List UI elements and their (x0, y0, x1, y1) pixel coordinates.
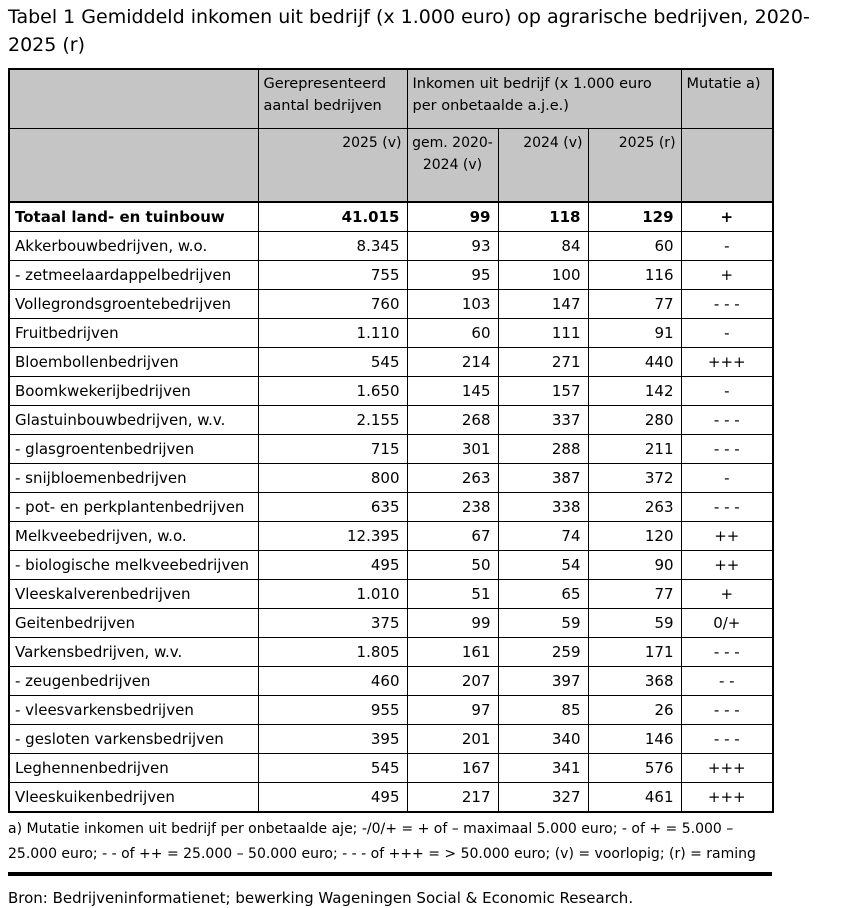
cell-represented-2025v: 1.650 (258, 377, 407, 406)
table-row (9, 319, 773, 348)
cell-mutation: +++ (681, 754, 773, 783)
subheader-2025v: 2025 (v) (258, 129, 407, 203)
cell-income-gem-2020-2024: 201 (407, 725, 498, 754)
cell-income-2024v: 397 (498, 667, 588, 696)
cell-income-gem-2020-2024: 145 (407, 377, 498, 406)
table-row (9, 348, 773, 377)
header-mutation: Mutatie a) (681, 69, 773, 129)
bottom-rule (8, 872, 772, 876)
cell-mutation: ++ (681, 551, 773, 580)
cell-income-2025r: 59 (588, 609, 681, 638)
cell-income-2024v: 54 (498, 551, 588, 580)
page-title: Tabel 1 Gemiddeld inkomen uit bedrijf (x 1.000 euro) op agrarische bedrijven, 2020-2025 (r) (8, 6, 810, 56)
cell-income-2024v: 341 (498, 754, 588, 783)
cell-represented-2025v: 12.395 (258, 522, 407, 551)
header-empty-corner (9, 69, 258, 129)
row-label: - biologische melkveebedrijven (9, 551, 258, 580)
cell-income-2024v: 147 (498, 290, 588, 319)
row-label: Vleeskuikenbedrijven (9, 783, 258, 813)
row-label: - snijbloemenbedrijven (9, 464, 258, 493)
table-row (9, 754, 773, 783)
cell-represented-2025v: 755 (258, 261, 407, 290)
cell-income-2025r: 90 (588, 551, 681, 580)
table-row (9, 232, 773, 261)
cell-income-gem-2020-2024: 217 (407, 783, 498, 813)
row-label: Bloembollenbedrijven (9, 348, 258, 377)
table-row (9, 377, 773, 406)
cell-income-2024v: 271 (498, 348, 588, 377)
cell-mutation: - - (681, 667, 773, 696)
cell-income-2024v: 327 (498, 783, 588, 813)
table-row (9, 638, 773, 667)
row-label: Glastuinbouwbedrijven, w.v. (9, 406, 258, 435)
cell-income-2024v: 84 (498, 232, 588, 261)
cell-income-2024v: 59 (498, 609, 588, 638)
header-group-row (9, 69, 773, 129)
cell-mutation: - (681, 377, 773, 406)
row-label: Totaal land- en tuinbouw (9, 202, 258, 232)
cell-income-2025r: 116 (588, 261, 681, 290)
table-row (9, 783, 773, 813)
cell-represented-2025v: 635 (258, 493, 407, 522)
cell-represented-2025v: 800 (258, 464, 407, 493)
table-row (9, 435, 773, 464)
row-label: Melkveebedrijven, w.o. (9, 522, 258, 551)
cell-income-2025r: 280 (588, 406, 681, 435)
cell-income-2024v: 340 (498, 725, 588, 754)
cell-income-2025r: 146 (588, 725, 681, 754)
cell-income-2024v: 85 (498, 696, 588, 725)
cell-income-gem-2020-2024: 238 (407, 493, 498, 522)
row-label: - glasgroentenbedrijven (9, 435, 258, 464)
cell-income-gem-2020-2024: 263 (407, 464, 498, 493)
cell-income-2025r: 440 (588, 348, 681, 377)
cell-income-2024v: 288 (498, 435, 588, 464)
row-label: Vollegrondsgroentebedrijven (9, 290, 258, 319)
cell-income-2025r: 368 (588, 667, 681, 696)
row-label: Akkerbouwbedrijven, w.o. (9, 232, 258, 261)
table-row (9, 725, 773, 754)
row-label: Varkensbedrijven, w.v. (9, 638, 258, 667)
row-label: Geitenbedrijven (9, 609, 258, 638)
cell-mutation: - - - (681, 493, 773, 522)
cell-income-2024v: 157 (498, 377, 588, 406)
cell-income-2025r: 77 (588, 290, 681, 319)
cell-income-2024v: 338 (498, 493, 588, 522)
subheader-empty-mutation (681, 129, 773, 203)
row-label: - zeugenbedrijven (9, 667, 258, 696)
cell-income-2024v: 100 (498, 261, 588, 290)
cell-mutation: - (681, 464, 773, 493)
cell-income-gem-2020-2024: 103 (407, 290, 498, 319)
cell-income-gem-2020-2024: 161 (407, 638, 498, 667)
table-row (9, 551, 773, 580)
subheader-empty-label (9, 129, 258, 203)
cell-income-2025r: 142 (588, 377, 681, 406)
cell-income-2025r: 77 (588, 580, 681, 609)
cell-income-gem-2020-2024: 60 (407, 319, 498, 348)
cell-income-2024v: 74 (498, 522, 588, 551)
subheader-gem-2020-2024: gem. 2020-2024 (v) (407, 129, 498, 203)
table-row (9, 202, 773, 232)
row-label: Boomkwekerijbedrijven (9, 377, 258, 406)
table-row (9, 406, 773, 435)
cell-income-gem-2020-2024: 51 (407, 580, 498, 609)
table-row (9, 493, 773, 522)
cell-mutation: + (681, 202, 773, 232)
cell-income-gem-2020-2024: 99 (407, 609, 498, 638)
cell-represented-2025v: 1.110 (258, 319, 407, 348)
row-label: - vleesvarkensbedrijven (9, 696, 258, 725)
cell-income-2024v: 337 (498, 406, 588, 435)
cell-mutation: - - - (681, 696, 773, 725)
cell-mutation: - - - (681, 290, 773, 319)
cell-mutation: + (681, 580, 773, 609)
cell-represented-2025v: 1.010 (258, 580, 407, 609)
cell-income-2025r: 171 (588, 638, 681, 667)
row-label: - pot- en perkplantenbedrijven (9, 493, 258, 522)
row-label: - gesloten varkensbedrijven (9, 725, 258, 754)
cell-mutation: - (681, 232, 773, 261)
table-row (9, 667, 773, 696)
cell-represented-2025v: 760 (258, 290, 407, 319)
cell-income-2025r: 576 (588, 754, 681, 783)
cell-income-2024v: 118 (498, 202, 588, 232)
cell-income-2025r: 461 (588, 783, 681, 813)
cell-mutation: 0/+ (681, 609, 773, 638)
row-label: Leghennenbedrijven (9, 754, 258, 783)
cell-income-2025r: 60 (588, 232, 681, 261)
cell-income-2025r: 372 (588, 464, 681, 493)
cell-income-gem-2020-2024: 301 (407, 435, 498, 464)
income-table (8, 68, 774, 813)
cell-mutation: - - - (681, 406, 773, 435)
cell-mutation: +++ (681, 783, 773, 813)
header-year-row (9, 129, 773, 203)
cell-represented-2025v: 41.015 (258, 202, 407, 232)
header-income-group: Inkomen uit bedrijf (x 1.000 euro per onbetaalde a.j.e.) (407, 69, 681, 129)
subheader-2024v: 2024 (v) (498, 129, 588, 203)
cell-income-2025r: 263 (588, 493, 681, 522)
cell-mutation: +++ (681, 348, 773, 377)
footnote: a) Mutatie inkomen uit bedrijf per onbetaalde aje; -/0/+ = + of – maximaal 5.000 euro; - of + = 5.000 – 25.000 euro; - - of ++ = 25.000 – 50.000 euro; - - - of +++ = > 50.000 euro; (v) = voorlopig; (r) = raming (8, 821, 756, 862)
cell-represented-2025v: 460 (258, 667, 407, 696)
table-row (9, 696, 773, 725)
table-row (9, 464, 773, 493)
subheader-2025r: 2025 (r) (588, 129, 681, 203)
cell-represented-2025v: 715 (258, 435, 407, 464)
cell-income-2024v: 65 (498, 580, 588, 609)
cell-income-2025r: 91 (588, 319, 681, 348)
table-row (9, 522, 773, 551)
cell-mutation: ++ (681, 522, 773, 551)
cell-represented-2025v: 395 (258, 725, 407, 754)
cell-income-gem-2020-2024: 67 (407, 522, 498, 551)
cell-income-gem-2020-2024: 95 (407, 261, 498, 290)
source-line: Bron: Bedrijveninformatienet; bewerking Wageningen Social & Economic Research. (8, 889, 634, 907)
cell-income-gem-2020-2024: 268 (407, 406, 498, 435)
cell-income-2025r: 211 (588, 435, 681, 464)
cell-income-gem-2020-2024: 167 (407, 754, 498, 783)
table-body (9, 202, 773, 812)
cell-represented-2025v: 545 (258, 348, 407, 377)
row-label: - zetmeelaardappelbedrijven (9, 261, 258, 290)
cell-represented-2025v: 1.805 (258, 638, 407, 667)
cell-represented-2025v: 495 (258, 783, 407, 813)
header-represented-firms: Gerepresenteerd aantal bedrijven (258, 69, 407, 129)
cell-represented-2025v: 545 (258, 754, 407, 783)
cell-income-2025r: 26 (588, 696, 681, 725)
cell-income-gem-2020-2024: 50 (407, 551, 498, 580)
cell-income-2024v: 111 (498, 319, 588, 348)
cell-income-2024v: 387 (498, 464, 588, 493)
cell-represented-2025v: 375 (258, 609, 407, 638)
cell-represented-2025v: 955 (258, 696, 407, 725)
cell-income-gem-2020-2024: 93 (407, 232, 498, 261)
cell-income-gem-2020-2024: 99 (407, 202, 498, 232)
cell-mutation: + (681, 261, 773, 290)
table-row (9, 609, 773, 638)
cell-income-gem-2020-2024: 207 (407, 667, 498, 696)
cell-income-2025r: 129 (588, 202, 681, 232)
cell-income-gem-2020-2024: 214 (407, 348, 498, 377)
table-row (9, 580, 773, 609)
cell-represented-2025v: 2.155 (258, 406, 407, 435)
cell-mutation: - - - (681, 725, 773, 754)
cell-income-2024v: 259 (498, 638, 588, 667)
table-row (9, 290, 773, 319)
cell-mutation: - (681, 319, 773, 348)
cell-income-2025r: 120 (588, 522, 681, 551)
table-row (9, 261, 773, 290)
row-label: Fruitbedrijven (9, 319, 258, 348)
cell-represented-2025v: 8.345 (258, 232, 407, 261)
cell-mutation: - - - (681, 435, 773, 464)
table-header (9, 69, 773, 202)
row-label: Vleeskalverenbedrijven (9, 580, 258, 609)
cell-represented-2025v: 495 (258, 551, 407, 580)
cell-income-gem-2020-2024: 97 (407, 696, 498, 725)
cell-mutation: - - - (681, 638, 773, 667)
